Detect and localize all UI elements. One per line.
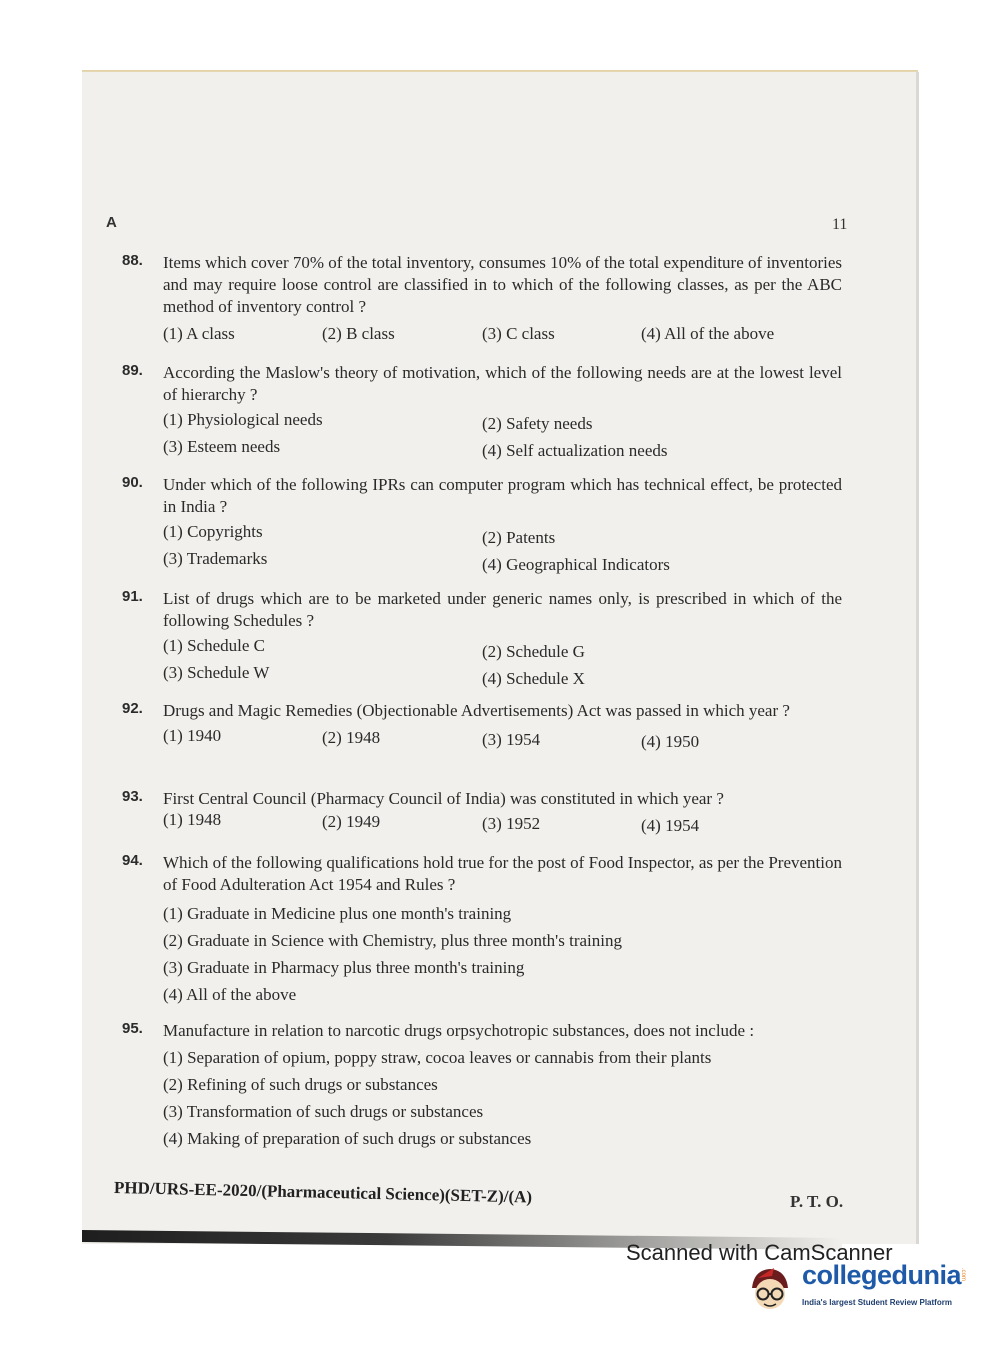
option-4: (4) Self actualization needs — [482, 441, 668, 460]
option-3: (3) C class — [482, 324, 555, 343]
options-list — [163, 1044, 842, 1152]
question-89 — [122, 362, 842, 464]
option-3: (3) 1954 — [482, 730, 541, 749]
question-text: First Central Council (Pharmacy Council of India) was constituted in which year ? — [163, 789, 724, 808]
option-2: (2) 1948 — [322, 728, 381, 747]
option-1: (1) Physiological needs — [163, 410, 323, 429]
option-2: (2) Graduate in Science with Chemistry, plus three month's training — [163, 931, 622, 950]
page-number: 11 — [832, 216, 848, 233]
option-4: (4) Making of preparation of such drugs or substances — [163, 1129, 532, 1148]
question-88 — [122, 252, 842, 350]
question-text: Under which of the following IPRs can computer program which has technical effect, be protected in India ? — [163, 475, 842, 516]
question-text: Which of the following qualifications hold true for the post of Food Inspector, as per the Prevention of Food Adulteration Act 1954 and Rules ? — [163, 853, 842, 894]
options-row — [163, 324, 842, 350]
question-number: 93. — [122, 788, 143, 805]
question-93 — [122, 788, 842, 836]
options-grid — [163, 522, 842, 576]
question-number: 88. — [122, 252, 143, 269]
question-text: Items which cover 70% of the total inventory, consumes 10% of the total expenditure of inventories and may require loose control are classified in to which of the following classes, as per the ABC method of inventory control ? — [163, 253, 842, 316]
question-91 — [122, 588, 842, 690]
option-4: (4) All of the above — [163, 985, 297, 1004]
question-text: Drugs and Magic Remedies (Objectionable Advertisements) Act was passed in which year ? — [163, 701, 790, 720]
option-3: (3) 1952 — [482, 814, 541, 833]
option-1: (1) 1948 — [163, 810, 222, 829]
option-1: (1) 1940 — [163, 726, 222, 745]
option-2: (2) Schedule G — [482, 642, 585, 661]
pto-label: P. T. O. — [790, 1192, 844, 1211]
brand-suffix: .com — [960, 1268, 966, 1282]
option-1: (1) Graduate in Medicine plus one month's training — [163, 904, 512, 923]
option-3: (3) Esteem needs — [163, 437, 281, 456]
question-90 — [122, 474, 842, 576]
options-row — [163, 810, 842, 836]
question-94 — [122, 852, 842, 1008]
option-4: (4) 1950 — [641, 732, 700, 751]
question-number: 92. — [122, 700, 143, 717]
set-letter: A — [106, 214, 117, 231]
question-number: 89. — [122, 362, 143, 379]
exam-code: PHD/URS-EE-2020/(Pharmaceutical Science)(SET-Z)/(A) — [113, 1178, 533, 1207]
question-95 — [122, 1020, 842, 1152]
option-3: (3) Transformation of such drugs or substances — [163, 1102, 484, 1121]
option-1: (1) Copyrights — [163, 522, 263, 541]
option-1: (1) Separation of opium, poppy straw, cocoa leaves or cannabis from their plants — [163, 1048, 712, 1067]
paper-edge — [916, 72, 919, 1244]
option-3: (3) Graduate in Pharmacy plus three month's training — [163, 958, 525, 977]
brand-tagline: India's largest Student Review Platform — [802, 1298, 952, 1307]
option-2: (2) B class — [322, 324, 395, 343]
question-number: 90. — [122, 474, 143, 491]
options-row — [163, 726, 842, 752]
question-92 — [122, 700, 842, 752]
camscanner-watermark: Scanned with CamScanner — [626, 1240, 893, 1265]
option-4: (4) Geographical Indicators — [482, 555, 670, 574]
option-4: (4) Schedule X — [482, 669, 585, 688]
option-2: (2) 1949 — [322, 812, 381, 831]
question-text: Manufacture in relation to narcotic drugs orpsychotropic substances, does not include : — [163, 1021, 755, 1040]
option-1: (1) Schedule C — [163, 636, 265, 655]
question-number: 91. — [122, 588, 143, 605]
option-1: (1) A class — [163, 324, 235, 343]
option-3: (3) Trademarks — [163, 549, 268, 568]
brand-name: collegedunia — [802, 1260, 962, 1290]
options-grid — [163, 410, 842, 464]
question-number: 95. — [122, 1020, 143, 1037]
question-text: List of drugs which are to be marketed under generic names only, is prescribed in which of the following Schedules ? — [163, 589, 842, 630]
option-4: (4) 1954 — [641, 816, 700, 835]
question-text: According the Maslow's theory of motivation, which of the following needs are at the lowest level of hierarchy ? — [163, 363, 842, 404]
question-number: 94. — [122, 852, 143, 869]
option-2: (2) Safety needs — [482, 414, 593, 433]
options-list — [163, 900, 842, 1008]
option-4: (4) All of the above — [641, 324, 775, 343]
student-mascot-icon — [744, 1264, 796, 1316]
option-2: (2) Refining of such drugs or substances — [163, 1075, 438, 1094]
option-3: (3) Schedule W — [163, 663, 270, 682]
options-grid — [163, 636, 842, 690]
collegedunia-logo — [744, 1258, 974, 1320]
option-2: (2) Patents — [482, 528, 556, 547]
